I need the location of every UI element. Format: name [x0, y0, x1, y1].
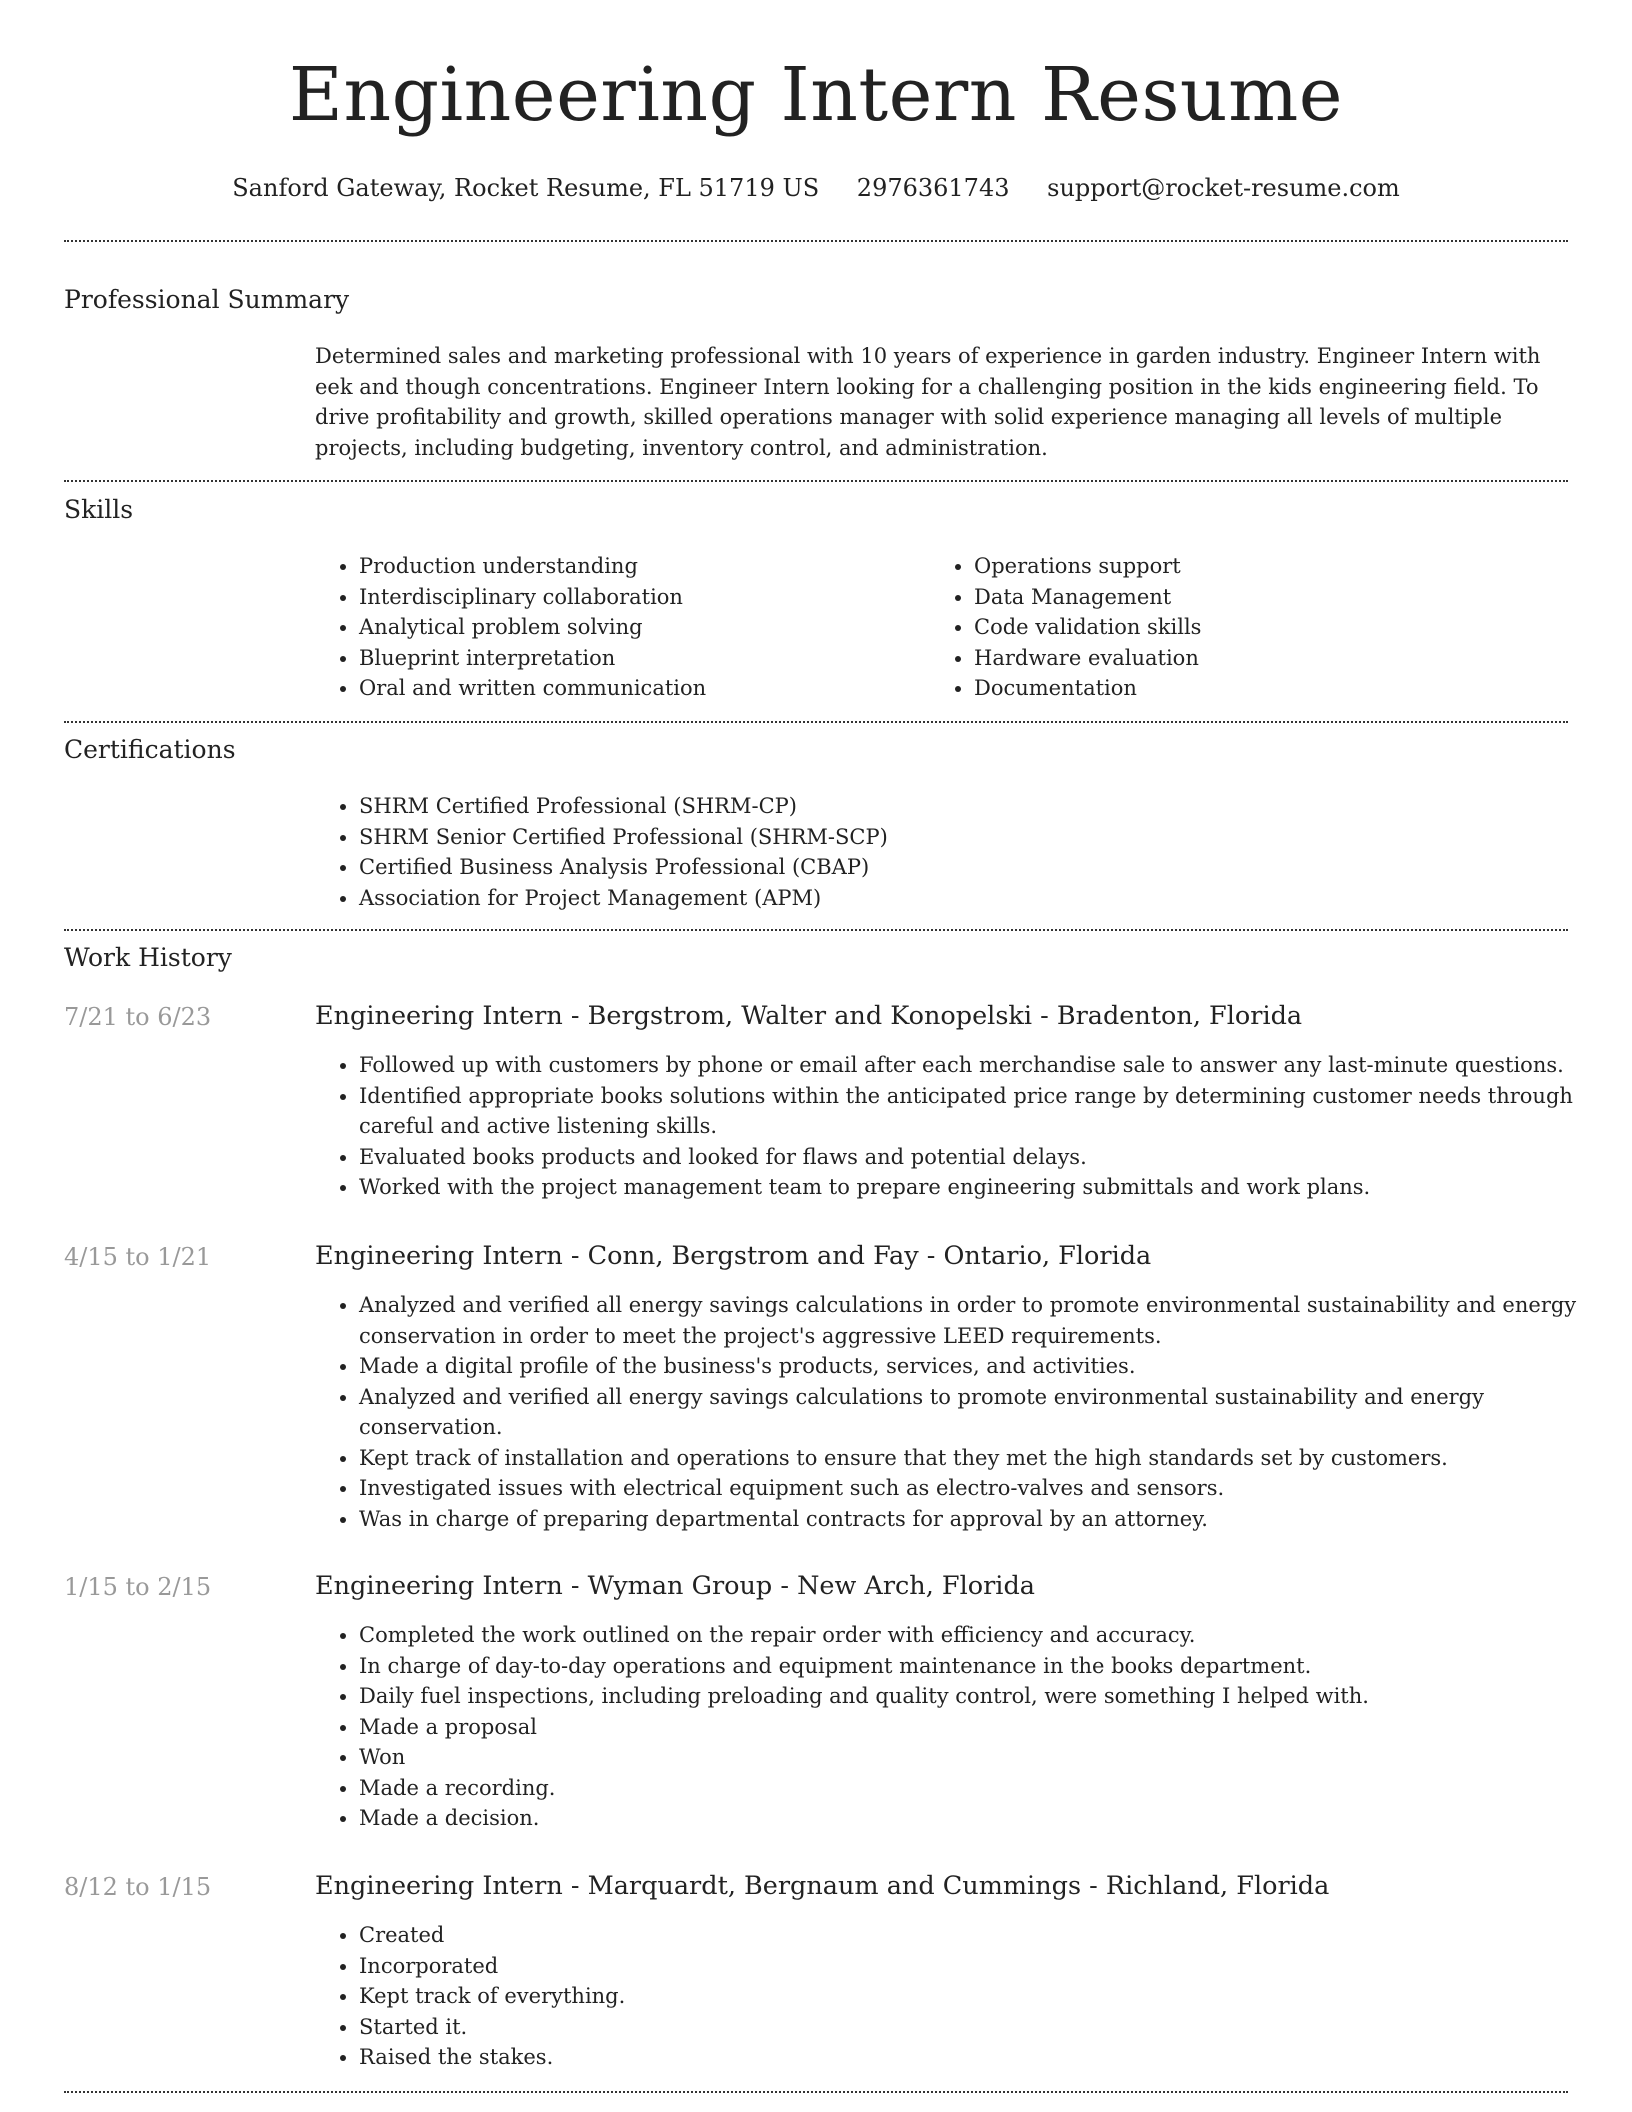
skill-item: • Oral and written communication [359, 673, 919, 704]
job-title: Engineering Intern [315, 1241, 563, 1271]
contact-phone: 2976361743 [856, 174, 1010, 202]
section-heading-work-history: Work History [64, 943, 232, 972]
job-bullet: • Made a decision. [359, 1803, 1609, 1834]
job-bullet: • Started it. [359, 2012, 1609, 2043]
certifications-list [315, 791, 1609, 913]
job-bullets [315, 1050, 1609, 1203]
job-employer-location: - Bergstrom, Walter and Konopelski - Bradenton, Florida [562, 1001, 1303, 1031]
job-title-line [315, 1238, 1151, 1274]
job-bullet: • Kept track of installation and operations to ensure that they met the high standards set by customers. [359, 1443, 1609, 1474]
skill-item: • Documentation [974, 673, 1574, 704]
skill-item: • Hardware evaluation [974, 643, 1574, 674]
section-heading-skills: Skills [64, 495, 134, 524]
job-title-line [315, 1868, 1329, 1904]
job-bullet: • Made a recording. [359, 1773, 1609, 1804]
certification-item: • SHRM Senior Certified Professional (SHRM-SCP) [359, 822, 1609, 853]
job-bullet: • Incorporated [359, 1951, 1609, 1982]
skill-item: • Analytical problem solving [359, 612, 919, 643]
job-bullet: • Investigated issues with electrical equipment such as electro-valves and sensors. [359, 1473, 1609, 1504]
section-heading-summary: Professional Summary [64, 285, 350, 314]
job-bullet: • Identified appropriate books solutions within the anticipated price range by determining customer needs through careful and active listening skills. [359, 1081, 1609, 1142]
certification-item: • Certified Business Analysis Professional (CBAP) [359, 852, 1609, 883]
contact-address: Sanford Gateway, Rocket Resume, FL 51719 US [232, 174, 820, 202]
job-dates: 1/15 to 2/15 [64, 1573, 212, 1601]
skill-item: • Interdisciplinary collaboration [359, 582, 919, 613]
certification-item: • Association for Project Management (APM) [359, 883, 1609, 914]
skills-list-col1 [315, 551, 919, 704]
job-bullet: • In charge of day-to-day operations and equipment maintenance in the books department. [359, 1651, 1609, 1682]
job-bullet: • Followed up with customers by phone or email after each merchandise sale to answer any last-minute questions. [359, 1050, 1609, 1081]
section-divider [64, 240, 1568, 242]
job-bullet: • Daily fuel inspections, including preloading and quality control, were something I helped with. [359, 1681, 1609, 1712]
job-bullet: • Created [359, 1920, 1609, 1951]
resume-title: Engineering Intern Resume [288, 52, 1344, 138]
skill-item: • Operations support [974, 551, 1574, 582]
summary-text: Determined sales and marketing professional with 10 years of experience in garden industry. Engineer Intern with eek and though concentrations. Engineer Intern looking for a challenging position in the kids engineering field. To drive profitability and growth, skilled operations manager with solid experience managing all levels of multiple projects, including budgeting, inventory control, and administration. [315, 344, 1541, 460]
contact-line [0, 170, 1632, 206]
job-dates: 7/21 to 6/23 [64, 1003, 212, 1031]
job-bullet: • Evaluated books products and looked for flaws and potential delays. [359, 1142, 1609, 1173]
skill-item: • Code validation skills [974, 612, 1574, 643]
job-title: Engineering Intern [315, 1571, 563, 1601]
job-dates: 8/12 to 1/15 [64, 1873, 212, 1901]
job-title: Engineering Intern [315, 1871, 563, 1901]
job-title: Engineering Intern [315, 1001, 563, 1031]
job-bullet: • Won [359, 1742, 1609, 1773]
job-employer-location: - Conn, Bergstrom and Fay - Ontario, Florida [562, 1241, 1152, 1271]
job-dates: 4/15 to 1/21 [64, 1243, 212, 1271]
job-title-line [315, 1568, 1035, 1604]
job-bullet: • Was in charge of preparing departmental contracts for approval by an attorney. [359, 1504, 1609, 1535]
job-bullet: • Analyzed and verified all energy savings calculations to promote environmental sustainability and energy conservation. [359, 1382, 1609, 1443]
skills-list-col2 [930, 551, 1574, 704]
job-bullets [315, 1620, 1609, 1834]
job-bullet: • Made a digital profile of the business's products, services, and activities. [359, 1351, 1609, 1382]
skill-item: • Data Management [974, 582, 1574, 613]
job-bullet: • Kept track of everything. [359, 1981, 1609, 2012]
skill-item: • Blueprint interpretation [359, 643, 919, 674]
section-divider [64, 721, 1568, 723]
job-bullets [315, 1920, 1609, 2073]
job-bullet: • Raised the stakes. [359, 2042, 1609, 2073]
skill-item: • Production understanding [359, 551, 919, 582]
section-divider [64, 929, 1568, 931]
job-bullet: • Made a proposal [359, 1712, 1609, 1743]
contact-email: support@rocket-resume.com [1047, 174, 1400, 202]
job-bullet: • Completed the work outlined on the repair order with efficiency and accuracy. [359, 1620, 1609, 1651]
job-bullet: • Analyzed and verified all energy savings calculations in order to promote environmental sustainability and energy conservation in order to meet the project's aggressive LEED requirements. [359, 1290, 1609, 1351]
job-title-line [315, 998, 1302, 1034]
job-bullets [315, 1290, 1609, 1534]
job-employer-location: - Marquardt, Bergnaum and Cummings - Richland, Florida [562, 1871, 1330, 1901]
certification-item: • SHRM Certified Professional (SHRM-CP) [359, 791, 1609, 822]
section-divider [64, 2091, 1568, 2093]
section-heading-certifications: Certifications [64, 735, 236, 764]
section-divider [64, 480, 1568, 482]
job-bullet: • Worked with the project management team to prepare engineering submittals and work plans. [359, 1172, 1609, 1203]
job-employer-location: - Wyman Group - New Arch, Florida [562, 1571, 1035, 1601]
